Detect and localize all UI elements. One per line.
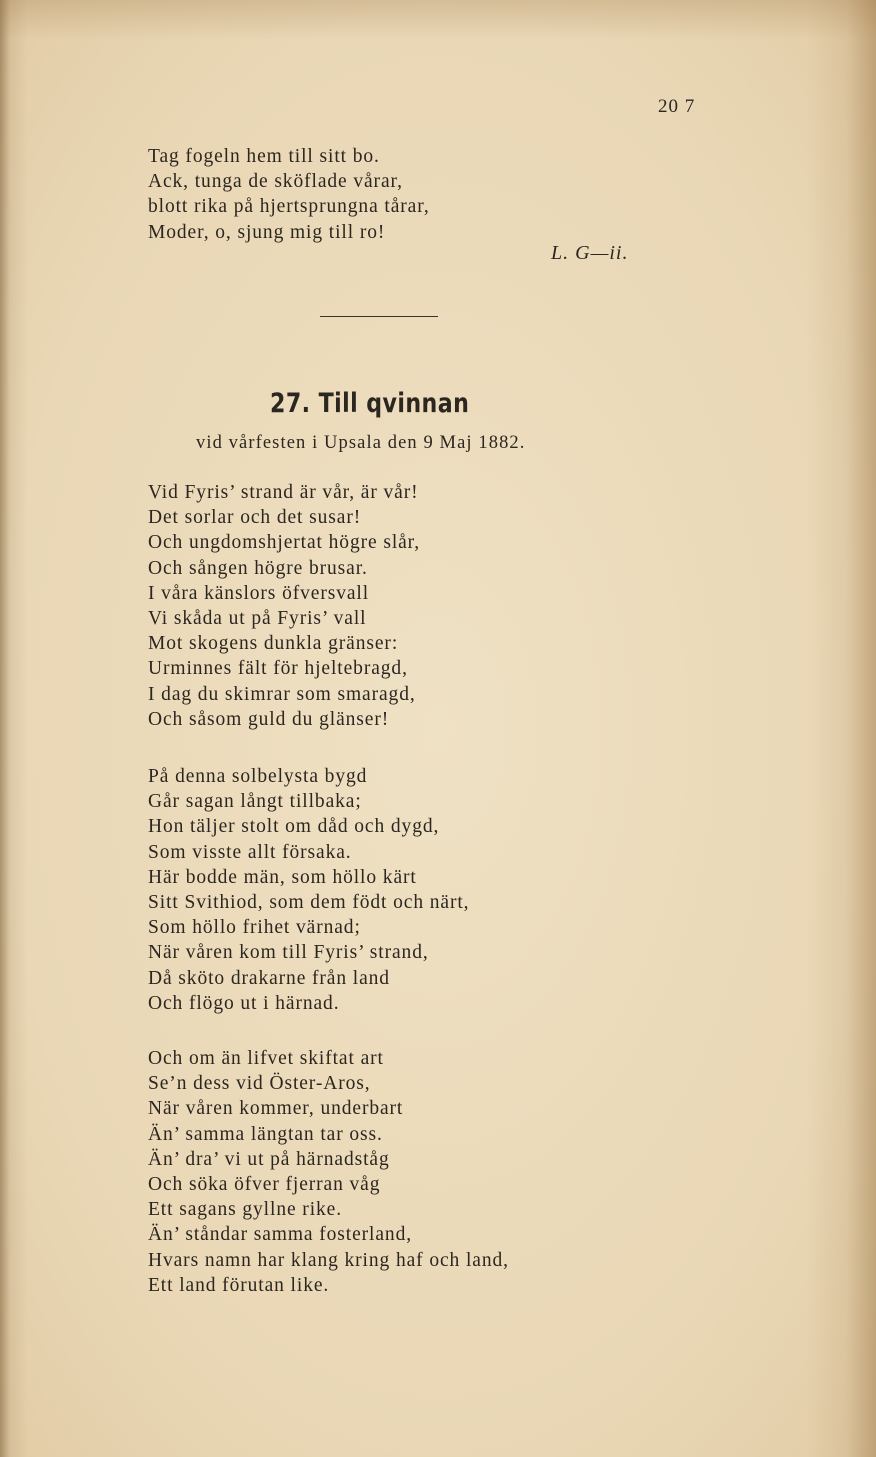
verse-line: Än’ ståndar samma fosterland, <box>148 1224 412 1246</box>
poem-title-text: Till qvinnan <box>318 388 470 419</box>
author-signature: L. G—ii. <box>551 242 629 264</box>
verse-line: Då sköto drakarne från land <box>148 967 390 989</box>
verse-line: Hvars namn har klang kring haf och land, <box>148 1249 509 1271</box>
verse-line: Ett sagans gyllne rike. <box>148 1199 342 1221</box>
poem-number: 27. <box>270 388 311 419</box>
verse-line: När våren kom till Fyris’ strand, <box>148 942 429 964</box>
verse-line: Går sagan långt tillbaka; <box>148 791 362 813</box>
verse-line: Urminnes fält för hjeltebragd, <box>148 658 408 680</box>
verse-continuation <box>148 144 430 245</box>
verse-line: Tag fogeln hem till sitt bo. <box>148 146 380 167</box>
verse-line: Mot skogens dunkla gränser: <box>148 633 399 655</box>
verse-line: Och ungdomshjertat högre slår, <box>148 532 421 554</box>
verse-line: Och sången högre brusar. <box>148 557 368 579</box>
verse-line: blott rika på hjertsprungna tårar, <box>148 196 430 218</box>
stanza-1 <box>148 480 420 732</box>
verse-line: Hon täljer stolt om dåd och dygd, <box>148 816 440 838</box>
verse-line: Här bodde män, som höllo kärt <box>148 866 417 888</box>
poem-title <box>270 388 469 419</box>
verse-line: Sitt Svithiod, som dem födt och närt, <box>148 891 470 913</box>
verse-line: Än’ dra’ vi ut på härnadståg <box>148 1148 390 1170</box>
verse-line: Och flögo ut i härnad. <box>148 992 340 1014</box>
verse-line: Och söka öfver fjerran våg <box>148 1173 381 1195</box>
verse-line: Se’n dess vid Öster-Aros, <box>148 1073 371 1095</box>
verse-line: Det sorlar och det susar! <box>148 507 362 529</box>
section-divider <box>320 316 438 317</box>
page-number: 20 7 <box>658 96 696 117</box>
verse-line: Som visste allt försaka. <box>148 841 352 863</box>
verse-line: Än’ samma längtan tar oss. <box>148 1123 383 1145</box>
verse-line: I våra känslors öfversvall <box>148 582 370 604</box>
verse-line: Vi skåda ut på Fyris’ vall <box>148 607 367 629</box>
verse-line: När våren kommer, underbart <box>148 1098 404 1120</box>
verse-line: Vid Fyris’ strand är vår, är vår! <box>148 482 419 503</box>
verse-line: På denna solbelysta bygd <box>148 766 368 787</box>
verse-line: I dag du skimrar som smaragd, <box>148 683 416 705</box>
poem-subtitle: vid vårfesten i Upsala den 9 Maj 1882. <box>196 433 526 453</box>
verse-line: Moder, o, sjung mig till ro! <box>148 221 386 243</box>
stanza-2 <box>148 764 469 1016</box>
verse-line: Ack, tunga de sköflade vårar, <box>148 171 403 193</box>
verse-line: Ett land förutan like. <box>148 1274 330 1296</box>
verse-line: Och såsom guld du glänser! <box>148 708 390 730</box>
stanza-3 <box>148 1046 509 1298</box>
verse-line: Och om än lifvet skiftat art <box>148 1048 384 1069</box>
verse-line: Som höllo frihet värnad; <box>148 917 361 939</box>
